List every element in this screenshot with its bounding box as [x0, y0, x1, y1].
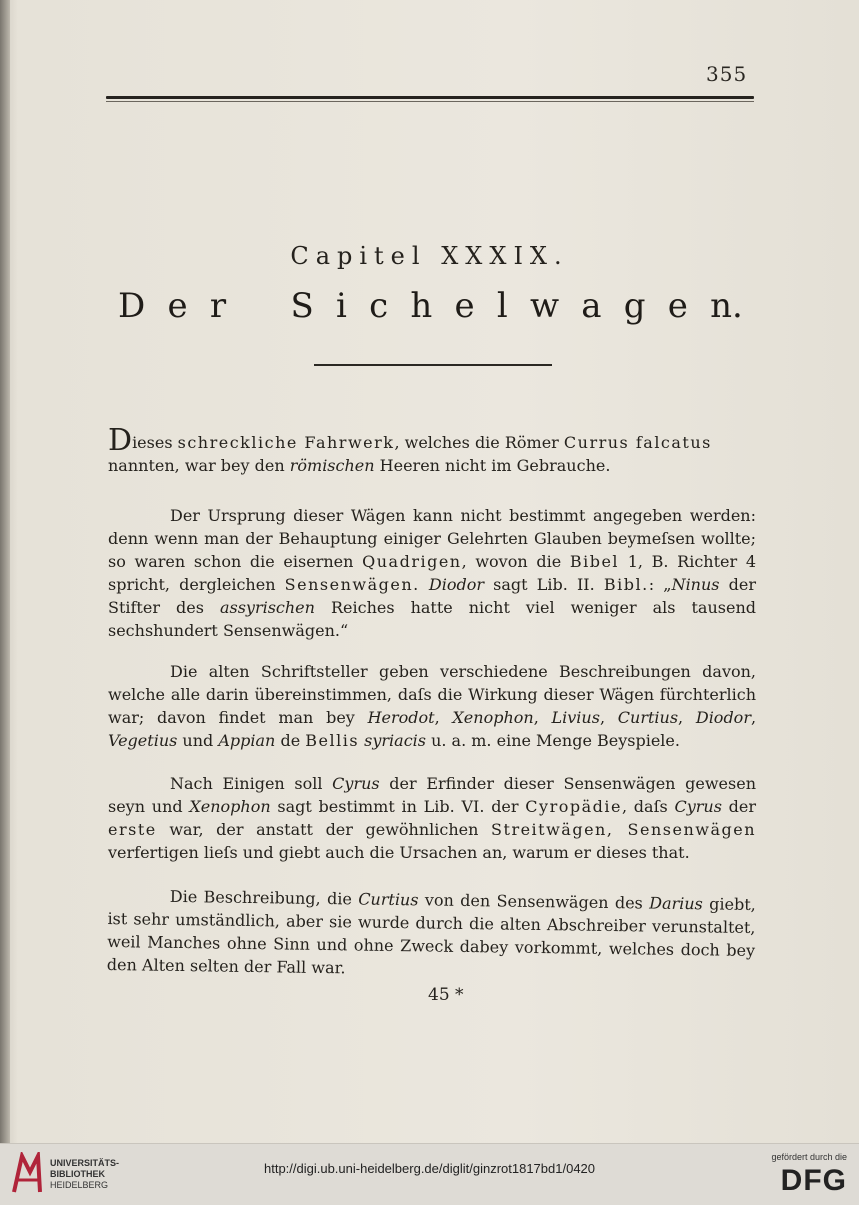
title-letter: g	[623, 286, 646, 326]
signature-mark: 45 *	[428, 985, 464, 1005]
text: der Stifter des	[108, 575, 757, 617]
paragraph-4	[108, 772, 756, 864]
title-gap	[248, 286, 268, 326]
italic-text: Cyrus	[674, 797, 722, 816]
chapter-title	[118, 286, 743, 326]
spaced-text: Currus falcatus	[563, 433, 712, 452]
text: ,	[678, 708, 696, 727]
text: , daſs	[621, 797, 675, 816]
text: u. a. m. eine Menge Beyspiele.	[425, 731, 680, 750]
title-letter: e	[167, 286, 188, 326]
title-letter: a	[581, 286, 602, 326]
text	[420, 575, 429, 594]
spaced-text: Sensenwägen.	[284, 575, 420, 594]
italic-text: Darius	[649, 893, 703, 914]
italic-text: Xenophon	[452, 708, 534, 727]
italic-text: Diodor	[695, 708, 751, 727]
italic-text: Ninus	[671, 575, 720, 594]
title-letter: h	[410, 286, 433, 326]
italic-text: syriacis	[364, 731, 426, 750]
paragraph-5	[107, 884, 756, 985]
spaced-text: Quadrigen	[362, 552, 462, 571]
spaced-text: Bellis	[305, 731, 360, 750]
library-name-line: HEIDELBERG	[50, 1180, 109, 1190]
text: : „	[648, 575, 672, 594]
italic-text: Herodot	[367, 708, 435, 727]
italic-text: römischen	[289, 456, 375, 475]
text: war, der anstatt der gewöhnlichen	[156, 820, 492, 839]
drop-cap: D	[108, 423, 133, 458]
text: ,	[434, 708, 453, 727]
chapter-heading: Capitel XXXIX.	[290, 242, 569, 270]
paragraph-3	[108, 660, 756, 752]
text: sagt bestimmt in Lib. VI. der	[270, 797, 526, 816]
text: 1, B. Richter 4 spricht, dergleichen	[108, 552, 757, 594]
text: Der Ursprung dieser Wägen kann nicht bestimmt angegeben werden: denn wenn man der Behauptung einiger Gelehrten Glauben beymeſsen wollte; so waren schon die eisernen	[108, 506, 756, 571]
spaced-text: Bibel	[569, 552, 620, 571]
title-letter: l	[496, 286, 508, 326]
funding-note: gefördert durch die	[771, 1152, 847, 1162]
text: und	[177, 731, 219, 750]
italic-text: Curtius	[617, 708, 679, 727]
spaced-text: Streitwägen, Sensenwägen	[491, 820, 757, 839]
page-number: 355	[706, 62, 748, 86]
text: Die alten Schriftsteller geben verschiedene Beschreibungen davon, welche alle darin übereinstimmen, daſs die Wirkung dieser Wägen fürchterlich war; davon findet man bey	[108, 662, 756, 727]
text: giebt, ist sehr umständlich, aber sie wurde durch die alten Abschreiber verunstaltet, weil Manches ohne Sinn und ohne Zweck dabey vorkommt, welches doch bey den Alten selten der Fall war.	[106, 894, 756, 978]
title-letter: e	[667, 286, 688, 326]
text: Reiches hatte nicht viel weniger als tausend sechshundert Sensenwägen.“	[108, 598, 756, 640]
text: sagt Lib. II.	[484, 575, 604, 594]
spaced-text: schreckliche Fahrwerk	[177, 433, 395, 452]
text: ieses	[132, 433, 178, 452]
text: ,	[599, 708, 618, 727]
spaced-text: erste	[108, 820, 157, 839]
italic-text: Xenophon	[189, 797, 271, 816]
text: der	[721, 797, 757, 816]
italic-text: Livius	[551, 708, 600, 727]
library-name-line: BIBLIOTHEK	[50, 1169, 105, 1179]
spaced-text: Cyropädie	[525, 797, 622, 816]
title-letter: D	[118, 286, 146, 326]
permalink-url[interactable]: http://digi.ub.uni-heidelberg.de/diglit/ginzrot1817bd1/0420	[263, 1161, 596, 1176]
text: ,	[750, 708, 757, 727]
italic-text: Vegetius	[108, 731, 178, 750]
title-letter: c	[369, 286, 389, 326]
text: , wovon die	[461, 552, 570, 571]
text: nannten, war bey den	[108, 456, 290, 475]
italic-text: Cyrus	[332, 774, 380, 793]
paragraph-1	[108, 423, 756, 477]
title-letter: w	[529, 286, 560, 326]
italic-text: Appian	[218, 731, 276, 750]
section-rule	[314, 364, 552, 366]
page-edge	[0, 0, 10, 1143]
title-letter: r	[209, 286, 227, 326]
text: Die Beschreibung, die	[169, 886, 359, 909]
header-rule	[106, 96, 754, 99]
viewer-footer	[0, 1143, 859, 1205]
text: , welches die Römer	[394, 433, 564, 452]
title-letter: e	[454, 286, 475, 326]
text: Nach Einigen soll	[170, 774, 333, 793]
paragraph-2	[108, 504, 756, 642]
italic-text: Curtius	[358, 889, 419, 910]
library-name-line: UNIVERSITÄTS-	[50, 1158, 120, 1168]
title-letter: i	[336, 286, 347, 326]
title-letter: n.	[710, 286, 743, 326]
text: de	[275, 731, 306, 750]
header-rule-thin	[106, 101, 754, 102]
dfg-logo: DFG	[780, 1164, 847, 1197]
italic-text: assyrischen	[219, 598, 315, 617]
text: Heeren nicht im Gebrauche.	[374, 456, 611, 475]
italic-text: Diodor	[428, 575, 485, 594]
text: verfertigen lieſs und giebt auch die Ursachen an, warum er dieses that.	[108, 843, 690, 862]
spaced-text: Bibl.	[603, 575, 649, 594]
text: von den Sensenwägen des	[418, 890, 650, 913]
title-letter: S	[290, 286, 314, 326]
text: der Erfinder dieser Sensenwägen gewesen seyn und	[108, 774, 757, 816]
text: ,	[533, 708, 552, 727]
